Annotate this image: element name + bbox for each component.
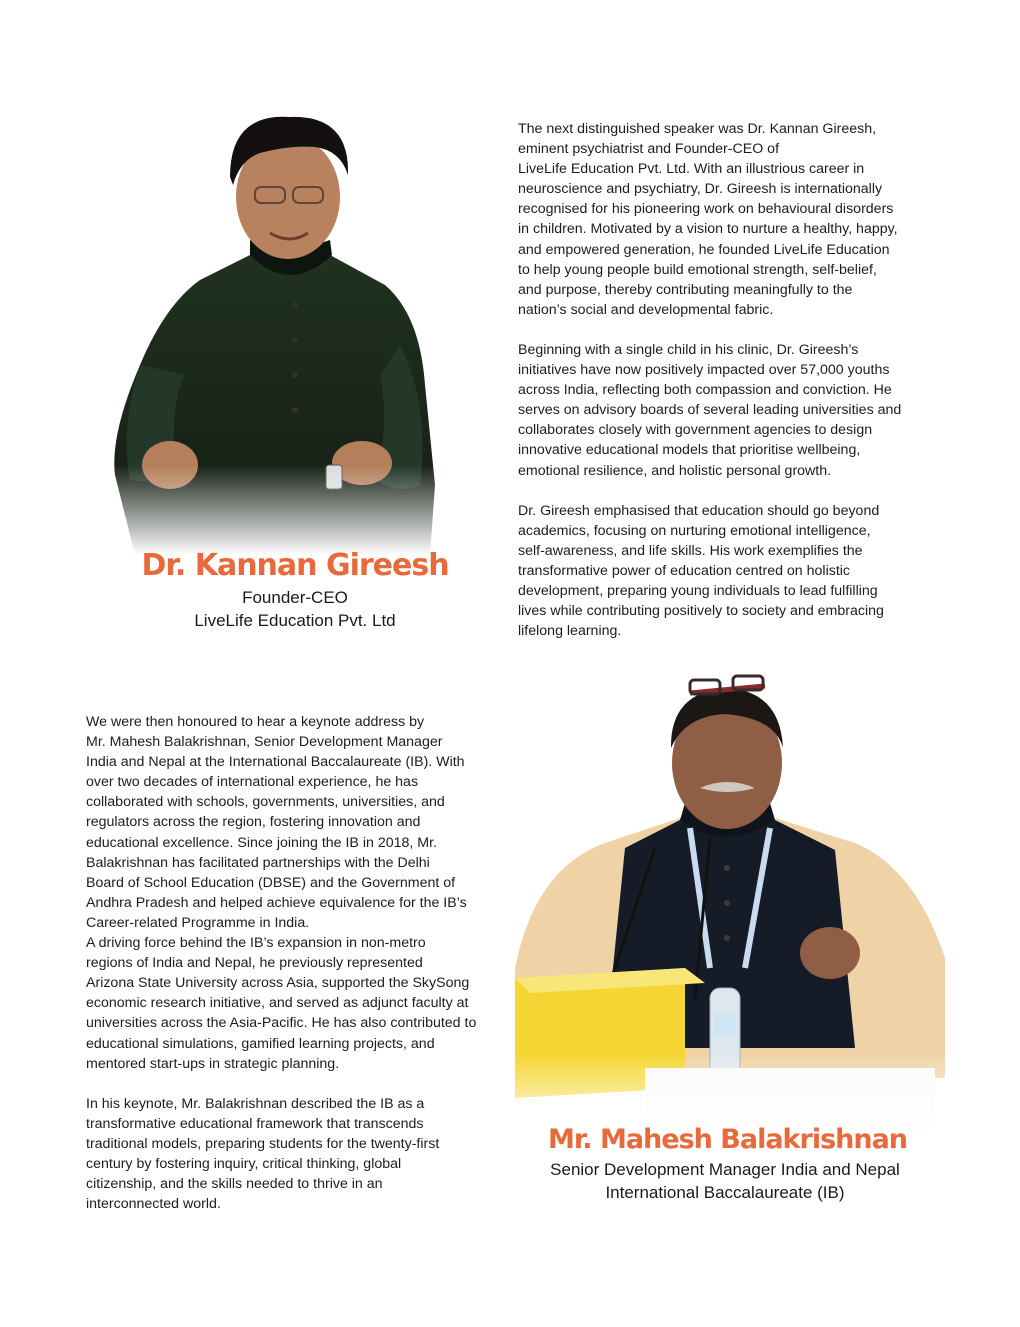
speaker1-paragraph: Dr. Gireesh emphasised that education should go beyond academics, focusing on nurturing emotional intelligence, self-awareness, and life skills. His work exemplifies the transformative power of education centred on holistic development, preparing young individuals to lead fulfilling lives while contributing positively to society and embracing lifelong learning.	[518, 502, 884, 640]
speaker2-organization: International Baccalaureate (IB)	[605, 1183, 845, 1202]
speaker1-paragraph: The next distinguished speaker was Dr. Kannan Gireesh, eminent psychiatrist and Founder-CEO of LiveLife Education Pvt. Ltd. With an illustrious career in neuroscience and psychiatry, Dr. Gireesh is internationally recognised for his pioneering work on behavioural disorders in children. Motivated by a vision to nurture a healthy, happy, and empowered generation, he founded LiveLife Education to help young people build emotional strength, self-belief, and purpose, thereby contributing meaningfully to the nation’s social and developmental fabric.	[518, 121, 898, 318]
speaker2-paragraph: In his keynote, Mr. Balakrishnan described the IB as a transformative educational framework that transcends traditional models, preparing students for the twenty-first century by fostering inquiry, critical thinking, global citizenship, and the skills needed to thrive in an interconnected world.	[86, 1095, 440, 1213]
speaker1-name: Dr. Kannan Gireesh	[141, 548, 449, 583]
speaker1-organization: LiveLife Education Pvt. Ltd	[194, 611, 396, 630]
speaker1-title: Founder-CEO	[242, 588, 348, 607]
speaker2-paragraph: We were then honoured to hear a keynote address by Mr. Mahesh Balakrishnan, Senior Development Manager India and Nepal at the International Baccalaureate (IB). With over two decades of international experience, he has collaborated with schools, governments, universities, and regulators across the region, fostering innovation and educational excellence. Since joining the IB in 2018, Mr. Balakrishnan has facilitated partnerships with the Delhi Board of School Education (DBSE) and the Government of Andhra Pradesh and helped achieve equivalence for the IB’s Career-related Programme in India. A driving force behind the IB’s expansion in non-metro regions of India and Nepal, he previously represented Arizona State University across Asia, supported the SkySong economic research initiative, and served as adjunct faculty at universities across the Asia-Pacific. He has also contributed to educational simulations, gamified learning projects, and mentored start-ups in strategic planning.	[86, 714, 477, 1072]
speaker2-bio	[86, 712, 516, 1234]
speaker2-photo	[475, 668, 990, 1138]
speaker1-photo	[100, 105, 480, 555]
speaker1-bio	[518, 119, 988, 661]
speaker1-paragraph: Beginning with a single child in his clinic, Dr. Gireesh’s initiatives have now positively impacted over 57,000 youths across India, reflecting both compassion and conviction. He serves on advisory boards of several leading universities and collaborates closely with government agencies to design innovative educational models that prioritise wellbeing, emotional resilience, and holistic personal growth.	[518, 341, 902, 479]
speaker2-name: Mr. Mahesh Balakrishnan	[547, 1124, 908, 1155]
speaker2-title: Senior Development Manager India and Nepal	[550, 1160, 900, 1179]
